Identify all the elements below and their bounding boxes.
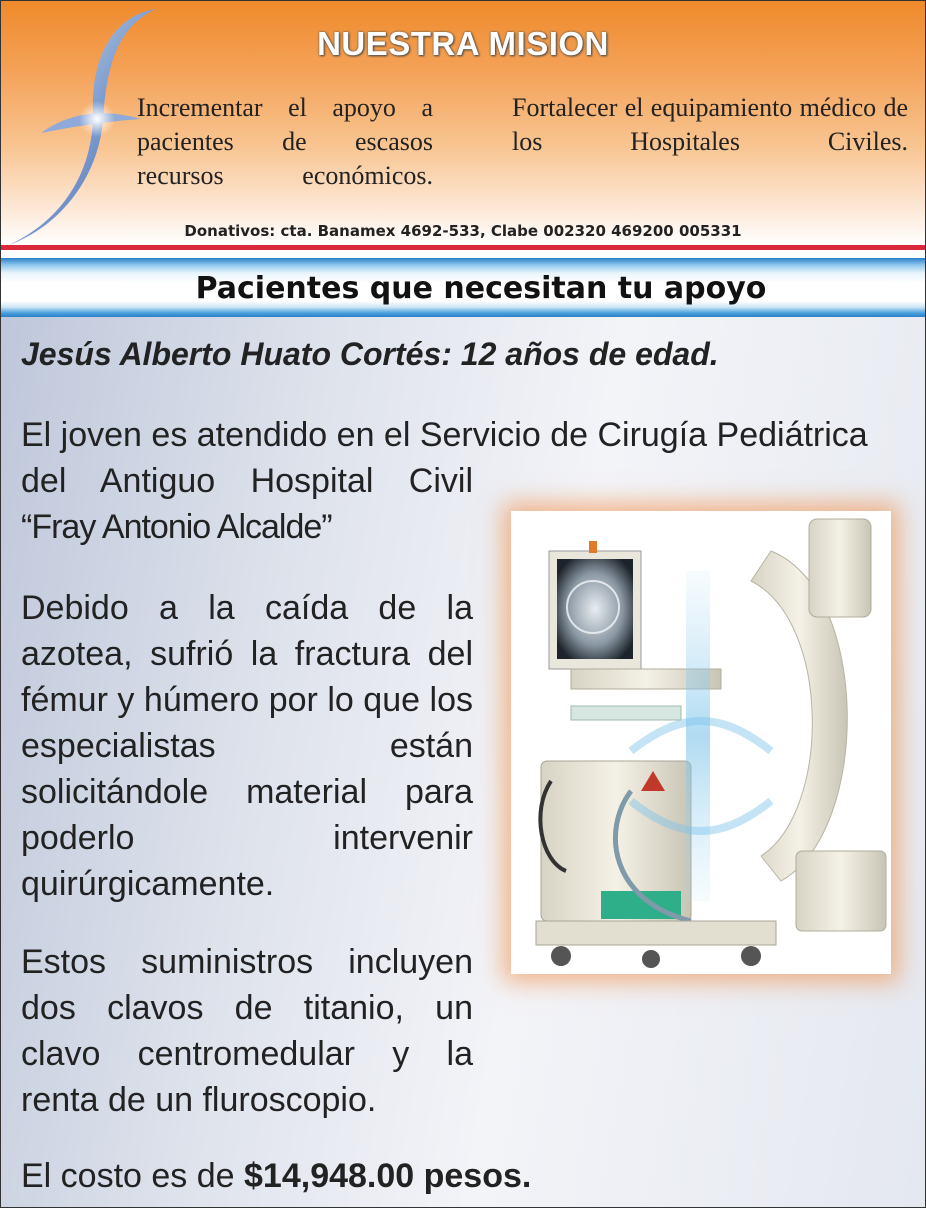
cost-prefix: El costo es de: [21, 1157, 245, 1195]
paragraph-1-line-2: del Antiguo Hospital Civil: [21, 462, 473, 500]
donation-account-info: Donativos: cta. Banamex 4692-533, Clabe 002320 469200 005331: [184, 222, 742, 240]
cost-amount: $14,948.00 pesos.: [244, 1157, 532, 1195]
mission-statement-right: Fortalecer el equipamiento médico de los Hospitales Civiles.: [512, 93, 908, 156]
paragraph-1-line-1: El joven es atendido en el Servicio de Cirugía Pediátrica: [21, 416, 868, 454]
paragraph-1-line-3: “Fray Antonio Alcalde”: [21, 508, 332, 546]
mission-statement-left: Incrementar el apoyo a pacientes de escasos recursos económicos.: [137, 93, 433, 190]
fluoroscope-photo: [511, 511, 891, 974]
paragraph-2: Debido a la caída de la azotea, sufrió la fractura del fémur y húmero por lo que los especialistas están solicitándole material para poderlo intervenir quirúrgicamente.: [21, 589, 473, 903]
section-title: Pacientes que necesitan tu apoyo: [195, 271, 767, 306]
mission-title: NUESTRA MISION: [317, 25, 609, 62]
paragraph-3: Estos suministros incluyen dos clavos de titanio, un clavo centromedular y la renta de un fluroscopio.: [21, 943, 473, 1119]
patient-heading: Jesús Alberto Huato Cortés: 12 años de edad.: [21, 336, 719, 372]
mission-header: [1, 1, 925, 245]
cost-line: [21, 1157, 531, 1196]
